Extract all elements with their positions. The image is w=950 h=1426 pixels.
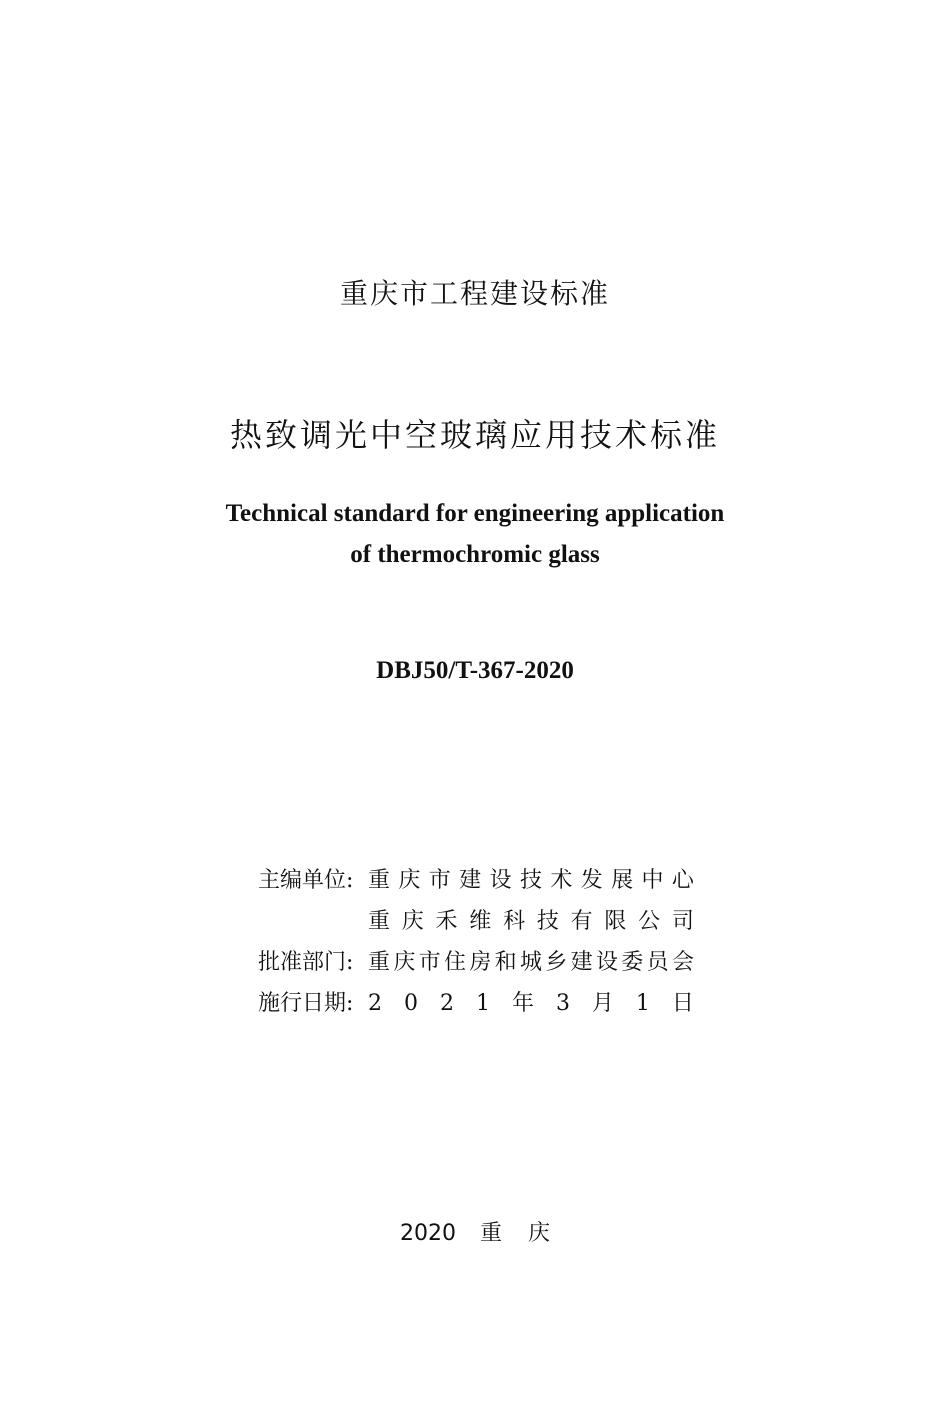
effective-date: 2 0 2 1 年 3 月 1 日 [368, 991, 694, 1016]
publication-city: 重庆 [479, 1221, 576, 1246]
approver-row [258, 944, 694, 985]
effective-date-label: 施行日期: [258, 991, 354, 1016]
chief-editor-label: 主编单位: [258, 868, 354, 893]
chief-editor-2: 重 庆 禾 维 科 技 有 限 公 司 [368, 909, 694, 934]
publication-info [258, 862, 694, 1026]
publication-footer [0, 1216, 950, 1247]
effective-date-row [258, 985, 694, 1026]
standard-series: 重庆市工程建设标准 [339, 277, 610, 310]
chief-editor-row [258, 862, 694, 903]
standard-code: DBJ50/T-367-2020 [376, 657, 574, 684]
title-english-line-1: Technical standard for engineering application [225, 500, 725, 527]
publication-year: 2020 [399, 1221, 456, 1246]
chief-editor-1: 重 庆 市 建 设 技 术 发 展 中 心 [368, 868, 694, 893]
title-english-line-2: of thermochromic glass [350, 541, 600, 568]
approver: 重 庆 市 住 房 和 城 乡 建 设 委 员 会 [368, 950, 694, 975]
title-chinese: 热致调光中空玻璃应用技术标准 [229, 416, 720, 454]
chief-editor-row-2 [258, 903, 694, 944]
approver-label: 批准部门: [258, 950, 354, 975]
